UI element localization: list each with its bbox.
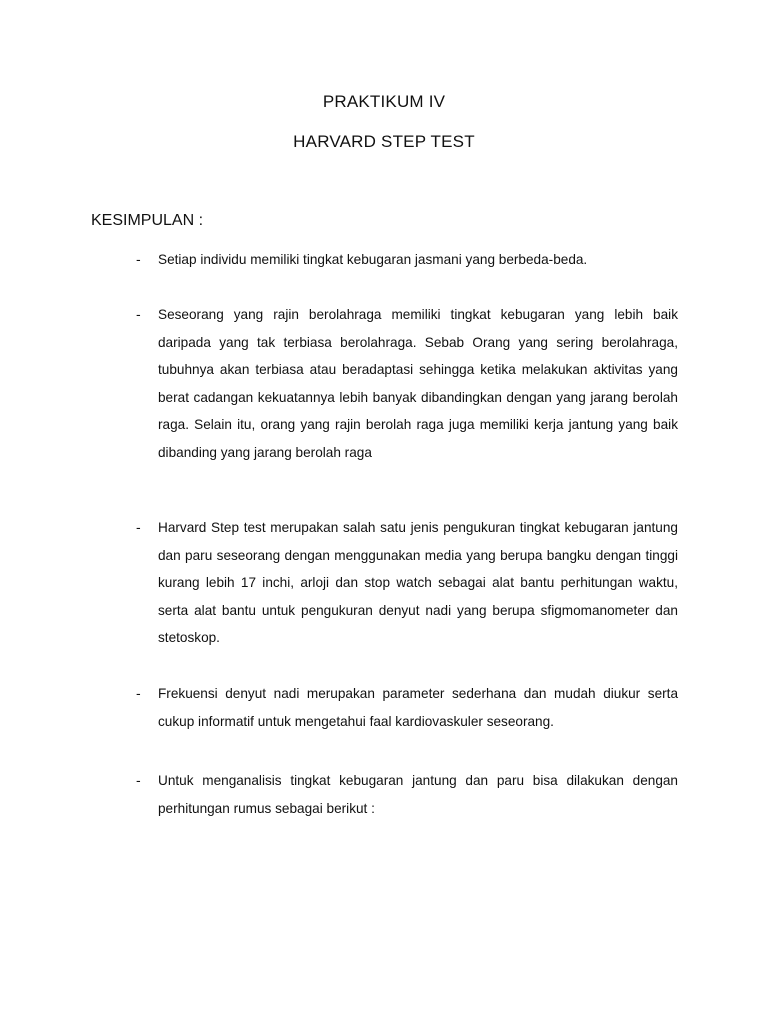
list-item-text: Harvard Step test merupakan salah satu jenis pengukuran tingkat kebugaran jantung dan paru seseorang dengan menggunakan media yang berupa bangku dengan tinggi kurang lebih 17 inchi, arloji dan stop watch sebagai alat bantu perhitungan waktu, serta alat bantu untuk pengukuran denyut nadi yang berupa sfigmomanometer dan stetoskop. xyxy=(158,520,678,645)
document-title: PRAKTIKUM IV xyxy=(322,92,446,111)
bullet-dash: - xyxy=(136,685,141,701)
list-item-text: Frekuensi denyut nadi merupakan parameter sederhana dan mudah diukur serta cukup informatif untuk mengetahui faal kardiovaskuler seseorang. xyxy=(158,686,678,729)
bullet-dash: - xyxy=(136,519,141,535)
list-item-text: Setiap individu memiliki tingkat kebugaran jasmani yang berbeda-beda. xyxy=(158,252,588,267)
bullet-dash: - xyxy=(136,306,141,322)
document-subtitle: HARVARD STEP TEST xyxy=(293,132,475,151)
section-heading: KESIMPULAN : xyxy=(91,212,204,229)
bullet-dash: - xyxy=(136,772,141,788)
list-item-text: Untuk menganalisis tingkat kebugaran jantung dan paru bisa dilakukan dengan perhitungan rumus sebagai berikut : xyxy=(158,773,678,816)
bullet-dash: - xyxy=(136,251,141,267)
list-item-text: Seseorang yang rajin berolahraga memiliki tingkat kebugaran yang lebih baik daripada yang tak terbiasa berolahraga. Sebab Orang yang sering berolahraga, tubuhnya akan terbiasa atau beradaptasi sehingga ketika melakukan aktivitas yang berat cadangan kekuatannya lebih banyak dibandingkan dengan yang jarang berolah raga. Selain itu, orang yang rajin berolah raga juga memiliki kerja jantung yang baik dibanding yang jarang berolah raga xyxy=(158,307,678,460)
